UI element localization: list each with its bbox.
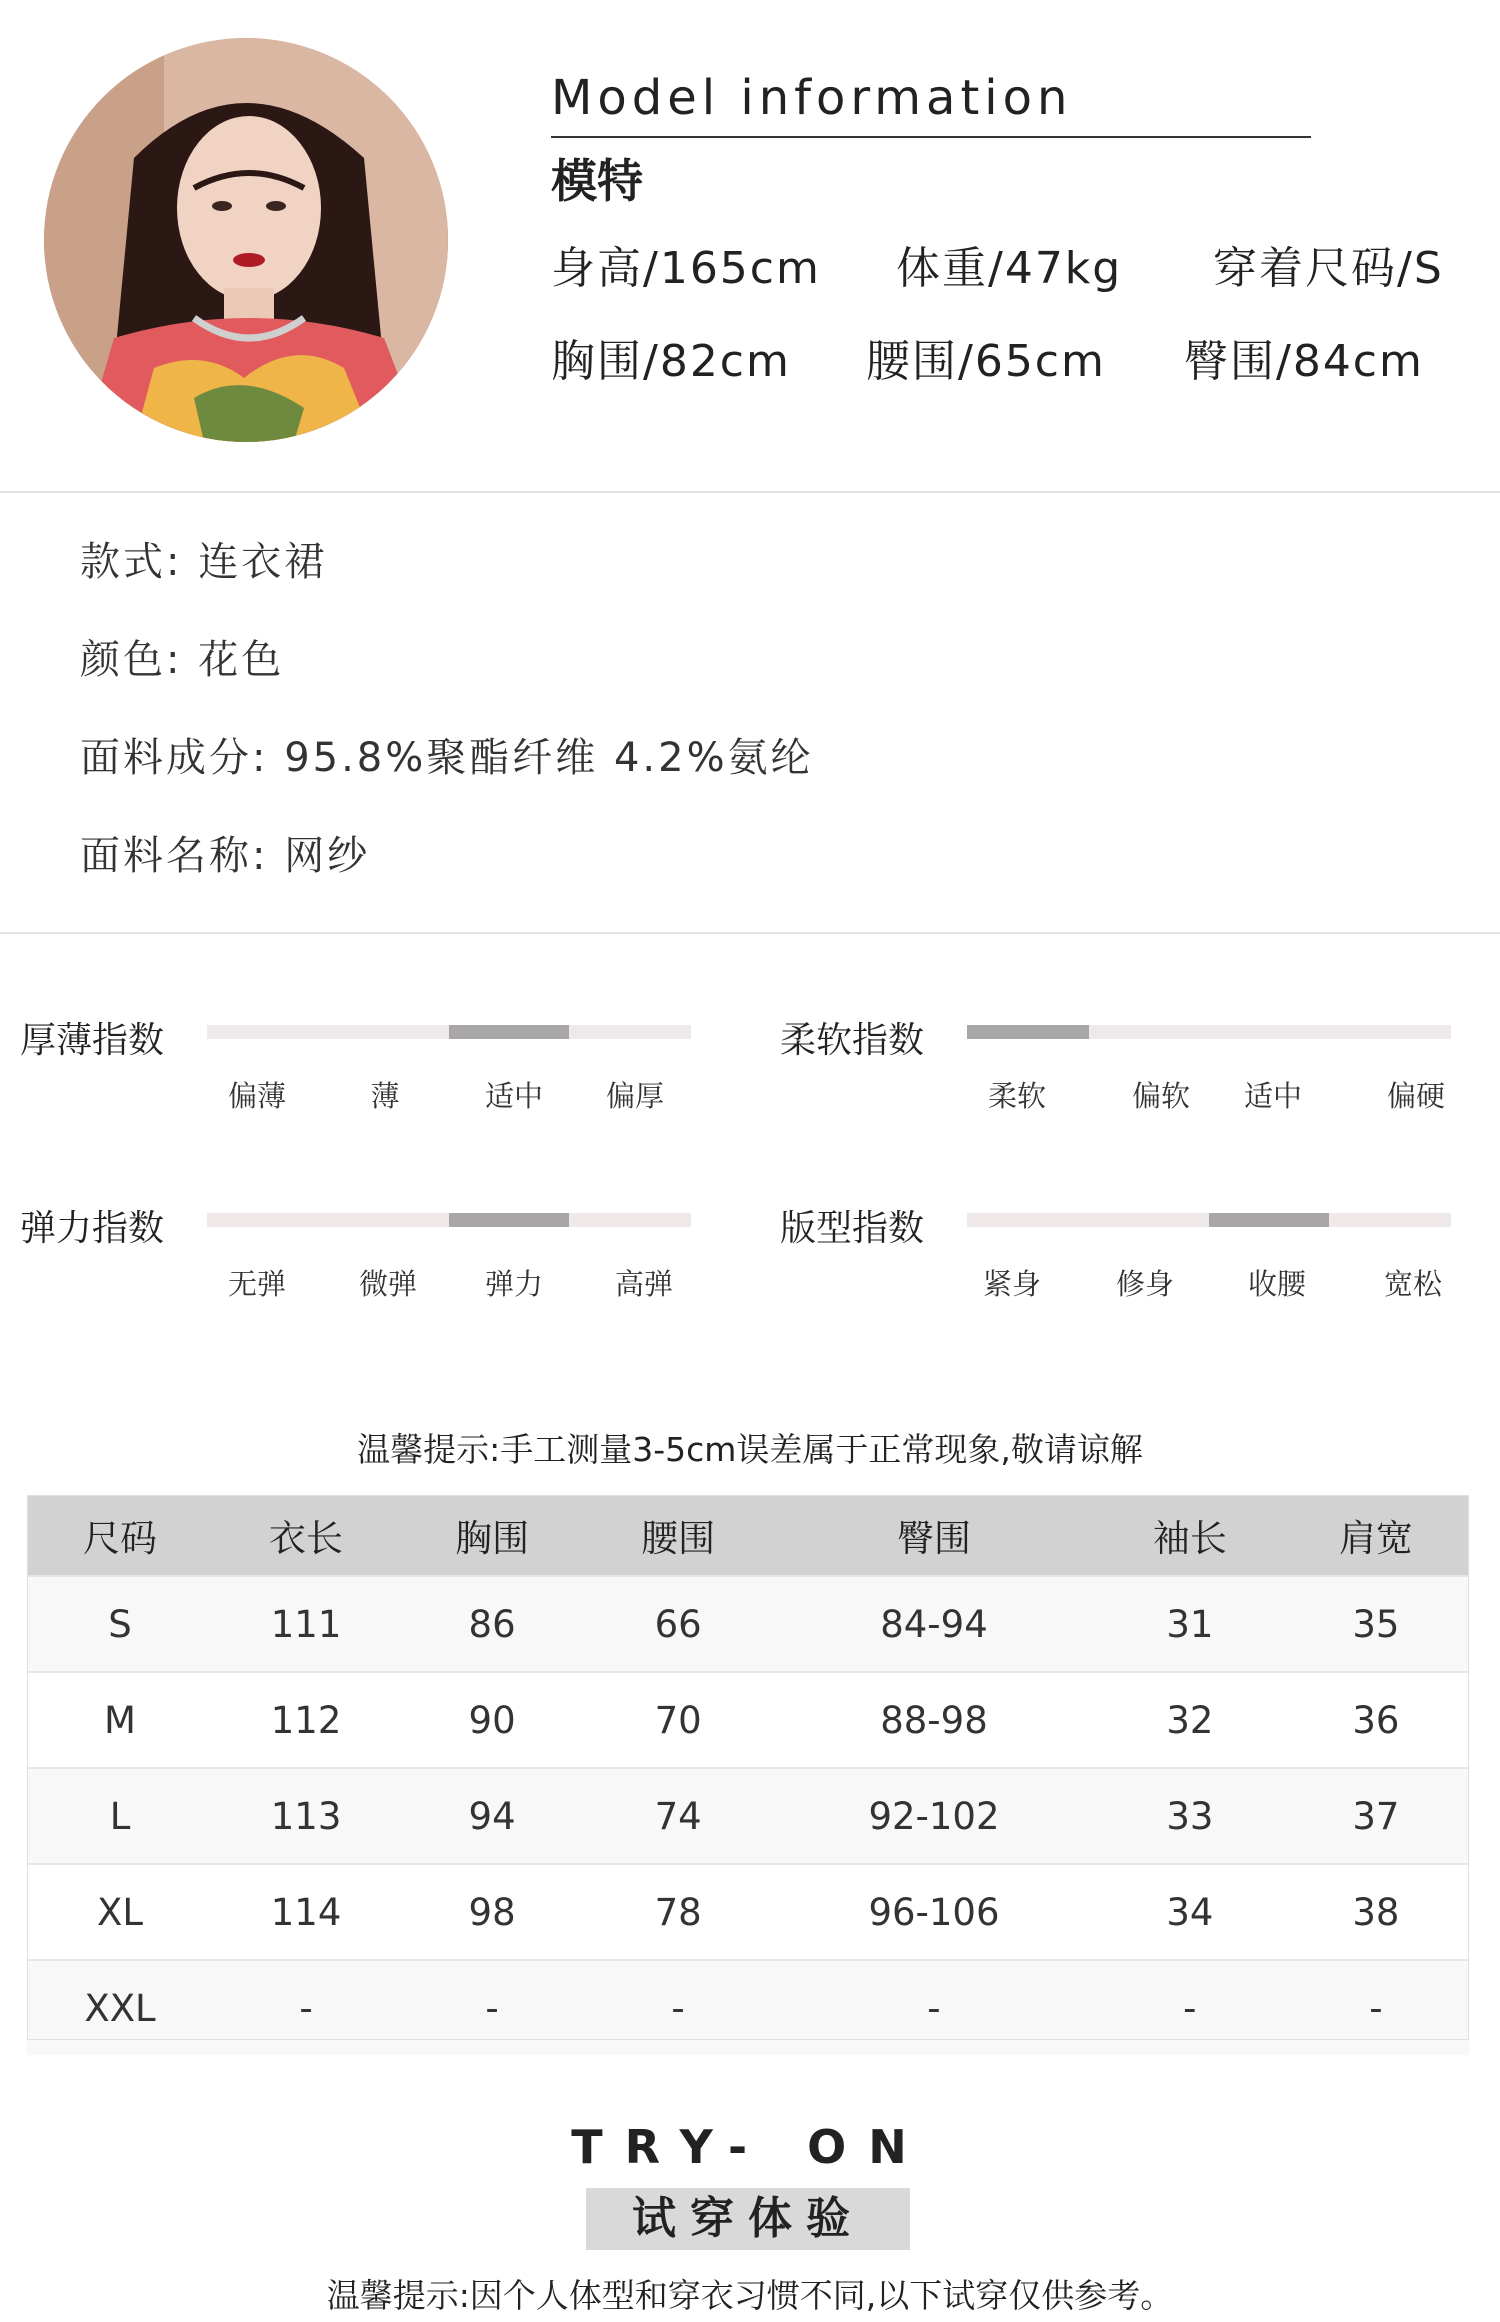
model-title-divider [551, 136, 1311, 138]
table-cell: - [585, 1960, 771, 2055]
model-size: 穿着尺码/S [1213, 243, 1444, 294]
softness-label: 柔软 [987, 1079, 1046, 1113]
table-cell: 113 [213, 1768, 399, 1864]
section-divider [0, 932, 1500, 934]
softness-label: 适中 [1243, 1079, 1302, 1113]
measurement-tip: 温馨提示:手工测量3-5cm误差属于正常现象,敬请谅解 [357, 1430, 1143, 1469]
table-cell: 96-106 [771, 1864, 1097, 1960]
table-cell: XXL [27, 1960, 213, 2055]
spec-fabric-name: 面料名称: 网纱 [80, 833, 371, 879]
tryon-tip: 温馨提示:因个人体型和穿衣习惯不同,以下试穿仅供参考。 [326, 2276, 1174, 2315]
fit-label: 紧身 [982, 1267, 1041, 1301]
table-cell: - [399, 1960, 585, 2055]
thickness-index-marker [449, 1025, 569, 1039]
fit-index-marker [1209, 1213, 1329, 1227]
elasticity-label: 高弹 [614, 1267, 673, 1301]
elasticity-label: 弹力 [484, 1267, 543, 1301]
softness-index-marker [967, 1025, 1089, 1039]
thickness-index-title: 厚薄指数 [20, 1020, 165, 1061]
table-cell: 84-94 [771, 1576, 1097, 1672]
table-cell: 35 [1283, 1576, 1469, 1672]
model-portrait-image [44, 38, 448, 442]
table-cell: 66 [585, 1576, 771, 1672]
elasticity-index-marker [449, 1213, 569, 1227]
table-cell: 111 [213, 1576, 399, 1672]
softness-label: 偏硬 [1386, 1079, 1445, 1113]
thickness-label: 偏薄 [227, 1079, 286, 1113]
model-photo [44, 38, 448, 442]
table-cell: - [1283, 1960, 1469, 2055]
table-row [27, 1576, 1469, 1672]
softness-index-title: 柔软指数 [780, 1020, 925, 1061]
fit-label: 收腰 [1247, 1267, 1306, 1301]
table-cell: S [27, 1576, 213, 1672]
table-cell: 37 [1283, 1768, 1469, 1864]
column-header: 胸围 [399, 1495, 585, 1576]
elasticity-index-bar [207, 1213, 691, 1227]
table-cell: M [27, 1672, 213, 1768]
table-cell: 88-98 [771, 1672, 1097, 1768]
column-header: 肩宽 [1283, 1495, 1469, 1576]
table-cell: 70 [585, 1672, 771, 1768]
tryon-title: TRY- ON [571, 2120, 929, 2174]
table-cell: - [1097, 1960, 1283, 2055]
table-cell: 90 [399, 1672, 585, 1768]
table-cell: 92-102 [771, 1768, 1097, 1864]
table-row [27, 1864, 1469, 1960]
table-cell: 36 [1283, 1672, 1469, 1768]
elasticity-label: 无弹 [227, 1267, 286, 1301]
table-cell: 86 [399, 1576, 585, 1672]
spec-style: 款式: 连衣裙 [80, 539, 328, 585]
elasticity-label: 微弹 [358, 1267, 417, 1301]
thickness-label: 薄 [370, 1079, 400, 1113]
table-cell: 32 [1097, 1672, 1283, 1768]
column-header: 衣长 [213, 1495, 399, 1576]
model-info-title: Model information [551, 70, 1073, 126]
elasticity-index-title: 弹力指数 [20, 1208, 165, 1249]
table-cell: 114 [213, 1864, 399, 1960]
column-header: 腰围 [585, 1495, 771, 1576]
table-cell: XL [27, 1864, 213, 1960]
model-waist: 腰围/65cm [866, 336, 1106, 387]
table-cell: 78 [585, 1864, 771, 1960]
table-cell: 98 [399, 1864, 585, 1960]
fit-label: 宽松 [1383, 1267, 1442, 1301]
column-header: 袖长 [1097, 1495, 1283, 1576]
table-cell: - [213, 1960, 399, 2055]
section-divider [0, 491, 1500, 493]
table-cell: 74 [585, 1768, 771, 1864]
table-cell: 33 [1097, 1768, 1283, 1864]
fit-index-title: 版型指数 [780, 1208, 925, 1249]
table-cell: 112 [213, 1672, 399, 1768]
column-header: 尺码 [27, 1495, 213, 1576]
table-cell: 31 [1097, 1576, 1283, 1672]
size-chart-table [27, 1495, 1469, 2055]
table-cell: 94 [399, 1768, 585, 1864]
model-height: 身高/165cm [551, 243, 821, 294]
thickness-label: 偏厚 [605, 1079, 664, 1113]
table-header-row [27, 1495, 1469, 1576]
thickness-label: 适中 [484, 1079, 543, 1113]
model-weight: 体重/47kg [896, 243, 1123, 294]
table-row [27, 1960, 1469, 2055]
thickness-index-bar [207, 1025, 691, 1039]
softness-label: 偏软 [1131, 1079, 1190, 1113]
model-info-subtitle: 模特 [551, 154, 643, 208]
table-cell: 38 [1283, 1864, 1469, 1960]
table-row [27, 1672, 1469, 1768]
softness-index-bar [967, 1025, 1451, 1039]
table-cell: - [771, 1960, 1097, 2055]
spec-composition: 面料成分: 95.8%聚酯纤维 4.2%氨纶 [80, 735, 814, 781]
table-cell: L [27, 1768, 213, 1864]
model-bust: 胸围/82cm [551, 336, 791, 387]
tryon-subtitle: 试穿体验 [632, 2193, 864, 2244]
model-hip: 臀围/84cm [1184, 336, 1424, 387]
fit-label: 修身 [1115, 1267, 1174, 1301]
spec-color: 颜色: 花色 [80, 637, 285, 683]
table-cell: 34 [1097, 1864, 1283, 1960]
table-row [27, 1768, 1469, 1864]
column-header: 臀围 [771, 1495, 1097, 1576]
fit-index-bar [967, 1213, 1451, 1227]
